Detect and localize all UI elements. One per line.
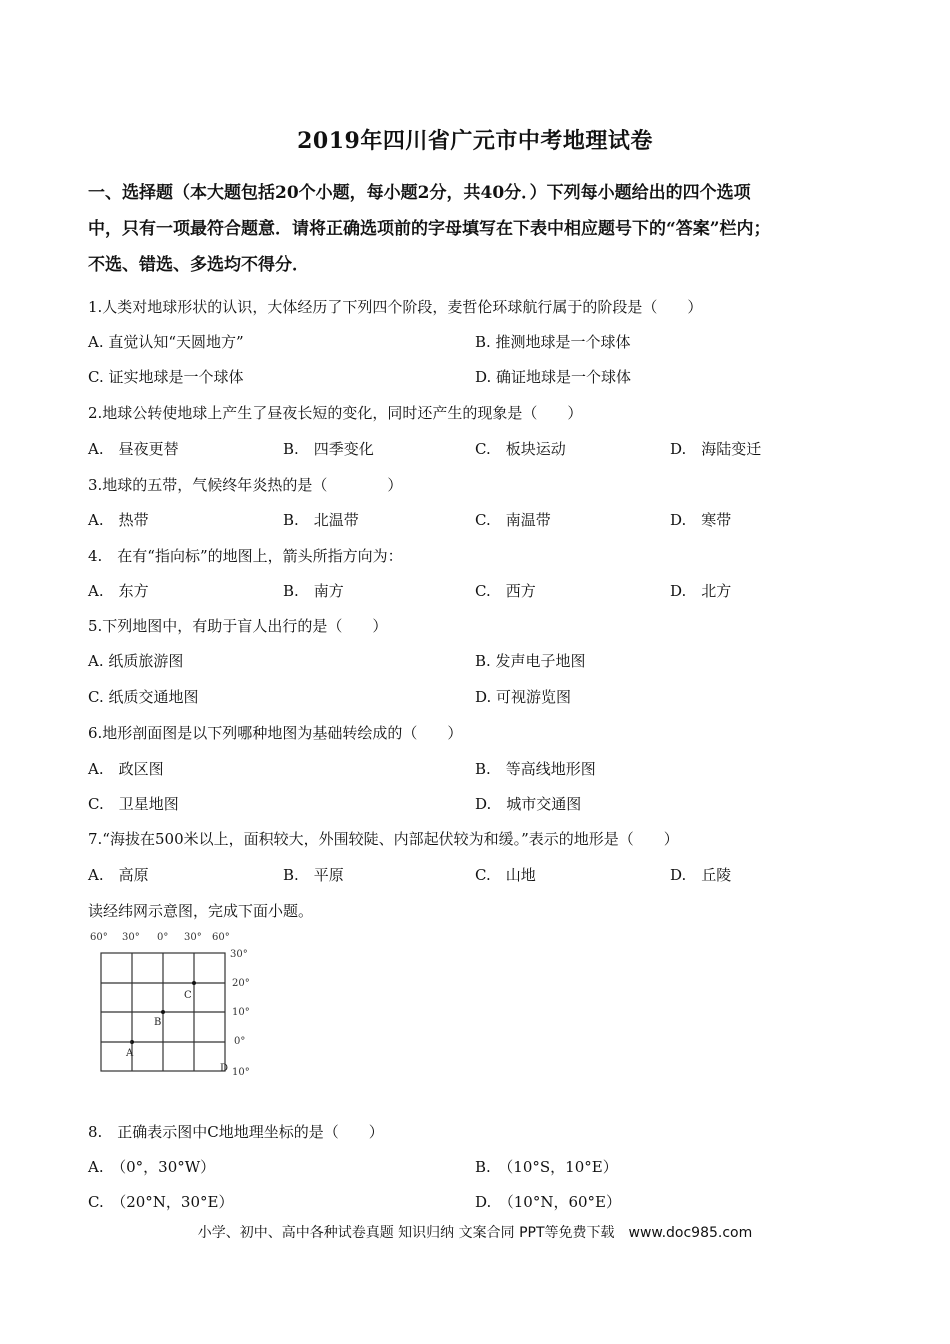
question-4-stem: 4. 在有“指向标”的地图上，箭头所指方向为：: [88, 547, 403, 565]
section-intro: [88, 175, 878, 283]
question-6-stem: 6.地形剖面图是以下列哪种地图为基础转绘成的（ ）: [88, 724, 463, 742]
question-5-stem: 5.下列地图中，有助于盲人出行的是（ ）: [88, 617, 388, 635]
grid-label-top-30e: 30°: [184, 932, 202, 943]
point-a-label: A: [126, 1048, 134, 1059]
question-3-option-b[interactable]: B. 北温带: [283, 511, 359, 529]
question-4-option-d[interactable]: D. 北方: [670, 582, 732, 600]
question-8-option-c[interactable]: C. （20°N，30°E）: [88, 1193, 234, 1211]
question-7-option-a[interactable]: A. 高原: [88, 866, 149, 884]
grid-label-right-10n: 10°: [232, 1007, 250, 1018]
question-7-option-c[interactable]: C. 山地: [475, 866, 536, 884]
question-2-stem: 2.地球公转使地球上产生了昼夜长短的变化，同时还产生的现象是（ ）: [88, 404, 583, 422]
grid-label-right-0: 0°: [234, 1036, 246, 1047]
question-6-option-b[interactable]: B. 等高线地形图: [475, 760, 596, 778]
question-7-option-b[interactable]: B. 平原: [283, 866, 344, 884]
grid-label-right-20n: 20°: [232, 978, 250, 989]
question-2-option-a[interactable]: A. 昼夜更替: [88, 440, 179, 458]
section-intro-line-2: 中，只有一项最符合题意．请将正确选项前的字母填写在下表中相应题号下的“答案”栏内；: [88, 219, 771, 239]
question-1-stem: 1.人类对地球形状的认识，大体经历了下列四个阶段，麦哲伦环球航行属于的阶段是（ ）: [88, 298, 703, 316]
grid-figure-svg: [88, 928, 278, 1078]
question-4-option-c[interactable]: C. 西方: [475, 582, 536, 600]
grid-label-top-60w: 60°: [90, 932, 108, 943]
question-6-option-c[interactable]: C. 卫星地图: [88, 795, 179, 813]
question-3-option-d[interactable]: D. 寒带: [670, 511, 732, 529]
question-5-option-c[interactable]: C. 纸质交通地图: [88, 688, 199, 706]
question-1-option-c[interactable]: C. 证实地球是一个球体: [88, 368, 244, 386]
latitude-longitude-grid-figure: [88, 928, 278, 1078]
point-c-marker: [192, 981, 196, 985]
question-5-option-b[interactable]: B. 发声电子地图: [475, 652, 586, 670]
grid-label-right-30n: 30°: [230, 949, 248, 960]
question-1-option-a[interactable]: A. 直觉认知“天圆地方”: [88, 333, 244, 351]
question-5-option-d[interactable]: D. 可视游览图: [475, 688, 572, 706]
page-footer: 小学、初中、高中各种试卷真题 知识归纳 文案合同 PPT等免费下载 www.doc985.com: [197, 1225, 753, 1241]
section-intro-line-1: 一、选择题（本大题包括20个小题，每小题2分，共40分．）下列每小题给出的四个选项: [88, 183, 751, 203]
question-2-option-c[interactable]: C. 板块运动: [475, 440, 566, 458]
question-1-option-d[interactable]: D. 确证地球是一个球体: [475, 368, 632, 386]
grid-label-top-30w: 30°: [122, 932, 140, 943]
question-3-option-a[interactable]: A. 热带: [88, 511, 149, 529]
question-5-option-a[interactable]: A. 纸质旅游图: [88, 652, 184, 670]
grid-label-top-60e: 60°: [212, 932, 230, 943]
question-6-option-d[interactable]: D. 城市交通图: [475, 795, 582, 813]
point-d-label: D: [220, 1063, 229, 1074]
point-c-label: C: [184, 990, 192, 1001]
question-2-option-b[interactable]: B. 四季变化: [283, 440, 374, 458]
question-8-stem: 8. 正确表示图中C地地理坐标的是（ ）: [88, 1123, 384, 1141]
question-4-option-b[interactable]: B. 南方: [283, 582, 344, 600]
reading-prompt: 读经纬网示意图，完成下面小题。: [88, 902, 314, 920]
question-4-option-a[interactable]: A. 东方: [88, 582, 149, 600]
question-2-option-d[interactable]: D. 海陆变迁: [670, 440, 762, 458]
question-7-option-d[interactable]: D. 丘陵: [670, 866, 732, 884]
page-title: 2019年四川省广元市中考地理试卷: [297, 128, 653, 154]
question-6-option-a[interactable]: A. 政区图: [88, 760, 164, 778]
question-7-stem: 7.“海拔在500米以上，面积较大，外围较陡、内部起伏较为和缓。”表示的地形是（ ）: [88, 830, 679, 848]
question-1-option-b[interactable]: B. 推测地球是一个球体: [475, 333, 631, 351]
grid-label-top-0: 0°: [157, 932, 169, 943]
section-intro-line-3: 不选、错选、多选均不得分．: [88, 255, 309, 275]
question-8-option-a[interactable]: A. （0°，30°W）: [88, 1158, 216, 1176]
question-3-stem: 3.地球的五带，气候终年炎热的是（ ）: [88, 476, 403, 494]
point-b-marker: [161, 1010, 165, 1014]
point-b-label: B: [154, 1017, 162, 1028]
question-3-option-c[interactable]: C. 南温带: [475, 511, 551, 529]
grid-label-right-10s: 10°: [232, 1067, 250, 1078]
question-8-option-b[interactable]: B. （10°S，10°E）: [475, 1158, 618, 1176]
question-8-option-d[interactable]: D. （10°N，60°E）: [475, 1193, 622, 1211]
